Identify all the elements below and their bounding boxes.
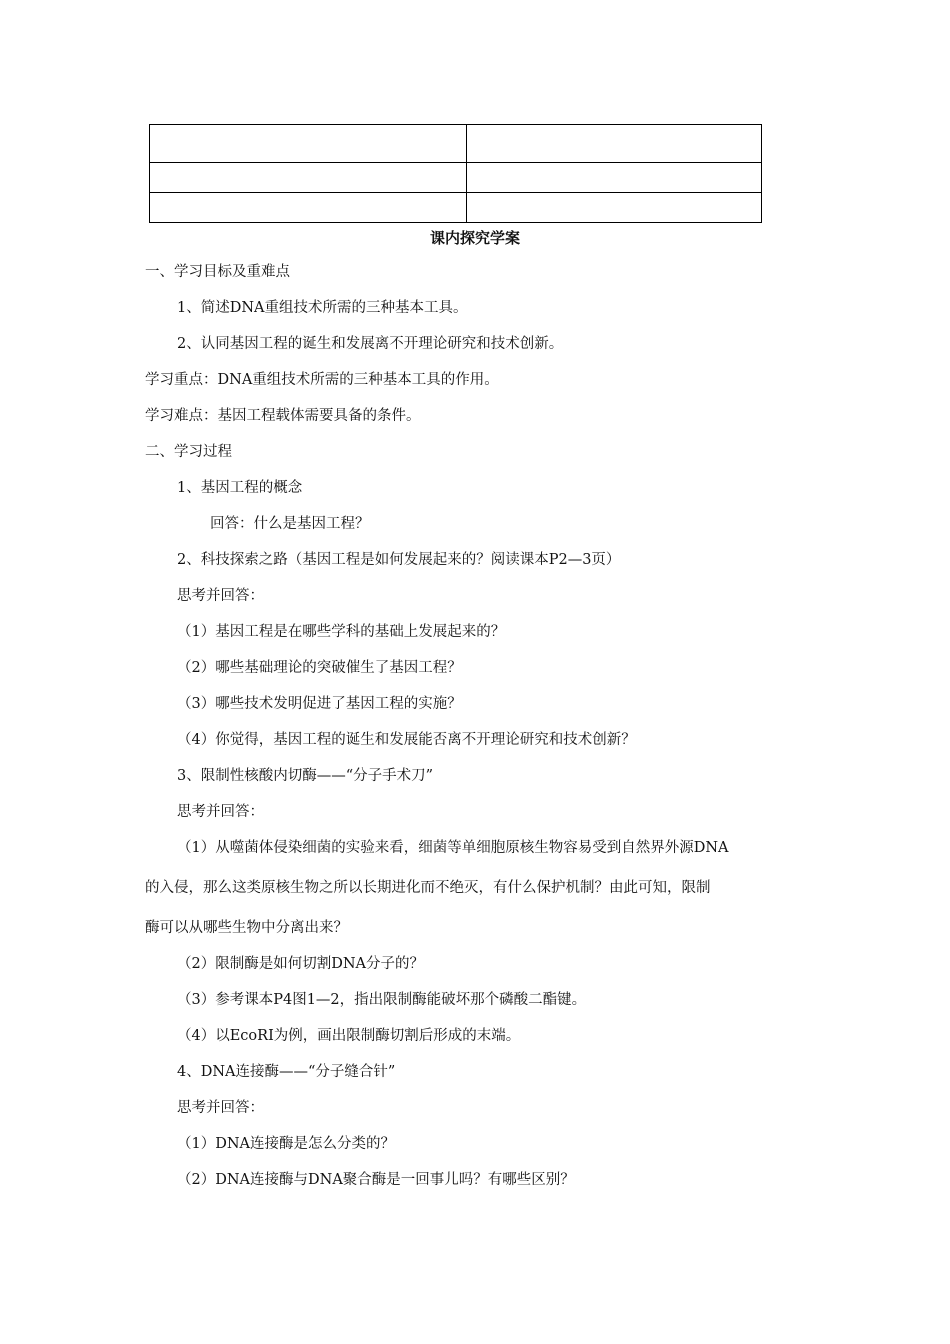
section-heading: 一、学习目标及重难点 xyxy=(145,264,290,280)
table-row xyxy=(150,163,762,193)
question-item: （1）DNA连接酶是怎么分类的？ xyxy=(177,1136,396,1152)
table-cell xyxy=(467,125,762,163)
instruction: 思考并回答： xyxy=(177,588,264,604)
question-item: （2）哪些基础理论的突破催生了基因工程？ xyxy=(177,660,462,676)
empty-answer-table xyxy=(149,124,762,223)
difficult-point: 学习难点：基因工程载体需要具备的条件。 xyxy=(145,408,421,424)
question-item: （4）你觉得，基因工程的诞生和发展能否离不开理论研究和技术创新？ xyxy=(177,732,636,748)
table-cell xyxy=(467,163,762,193)
question-prompt: 回答：什么是基因工程？ xyxy=(210,516,370,532)
question-item: （1）从噬菌体侵染细菌的实验来看，细菌等单细胞原核生物容易受到自然界外源DNA xyxy=(177,840,729,856)
question-item: （3）哪些技术发明促进了基因工程的实施？ xyxy=(177,696,462,712)
table-cell xyxy=(150,193,467,223)
objective-item: 2、认同基因工程的诞生和发展离不开理论研究和技术创新。 xyxy=(177,336,564,352)
table-row xyxy=(150,125,762,163)
page-title: 课内探究学案 xyxy=(429,229,520,247)
table-cell xyxy=(467,193,762,223)
subsection-heading: 3、限制性核酸内切酶——“分子手术刀” xyxy=(177,768,434,784)
subsection-heading: 2、科技探索之路（基因工程是如何发展起来的？阅读课本P2—3页） xyxy=(177,552,621,568)
question-continuation: 酶可以从哪些生物中分离出来？ xyxy=(145,920,348,936)
section-heading: 二、学习过程 xyxy=(145,444,232,460)
table-row xyxy=(150,193,762,223)
key-point: 学习重点：DNA重组技术所需的三种基本工具的作用。 xyxy=(145,372,499,388)
question-item: （2）DNA连接酶与DNA聚合酶是一回事儿吗？有哪些区别？ xyxy=(177,1172,575,1188)
subsection-heading: 4、DNA连接酶——“分子缝合针” xyxy=(177,1064,396,1080)
objective-item: 1、简述DNA重组技术所需的三种基本工具。 xyxy=(177,300,468,316)
question-item: （3）参考课本P4图1—2，指出限制酶能破坏那个磷酸二酯键。 xyxy=(177,992,587,1008)
table-cell xyxy=(150,163,467,193)
table-cell xyxy=(150,125,467,163)
instruction: 思考并回答： xyxy=(177,804,264,820)
question-item: （2）限制酶是如何切割DNA分子的？ xyxy=(177,956,425,972)
subsection-heading: 1、基因工程的概念 xyxy=(177,480,303,496)
question-item: （4）以EcoRI为例，画出限制酶切割后形成的末端。 xyxy=(177,1028,521,1044)
instruction: 思考并回答： xyxy=(177,1100,264,1116)
question-continuation: 的入侵，那么这类原核生物之所以长期进化而不绝灭，有什么保护机制？由此可知，限制 xyxy=(145,880,711,896)
question-item: （1）基因工程是在哪些学科的基础上发展起来的？ xyxy=(177,624,506,640)
